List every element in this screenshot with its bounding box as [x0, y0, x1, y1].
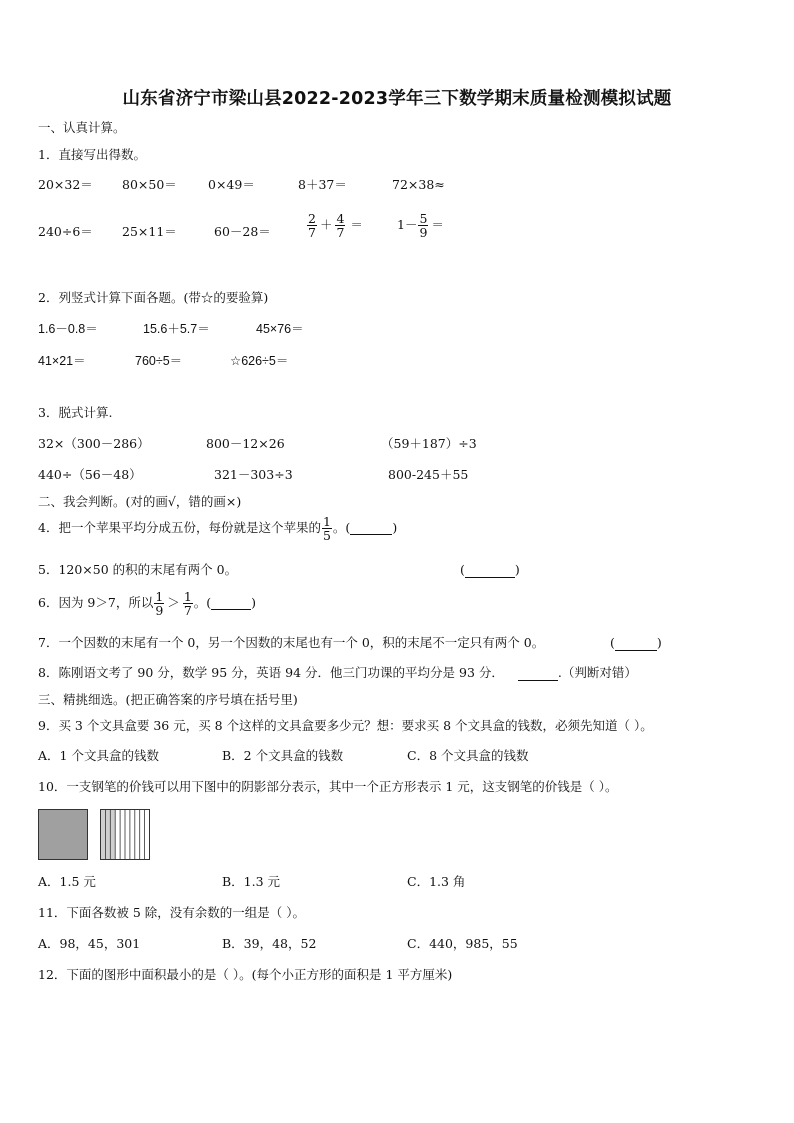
answer-blank[interactable] [518, 667, 558, 681]
fraction: $\frac{1}{9}$ [155, 589, 164, 619]
q1-item: 20×32＝ [38, 177, 93, 192]
q11-option-a[interactable]: A．98，45，301 [38, 936, 141, 951]
question-8: 8．陈刚语文考了 90 分，数学 95 分，英语 94 分．他三门功课的平均分是 93 分． .（判断对错） [38, 665, 637, 680]
question-9: 9．买 3 个文具盒要 36 元，买 8 个这样的文具盒要多少元？想：要求买 8 个文具盒的钱数，必须先知道（ ）。 [38, 718, 653, 733]
q7-answer: ( ) [610, 635, 662, 650]
section-heading-2: 二、我会判断。(对的画√，错的画×) [38, 494, 242, 509]
q1-item: 80×50＝ [122, 177, 177, 192]
question-10: 10．一支钢笔的价钱可以用下图中的阴影部分表示，其中一个正方形表示 1 元，这支钢笔的价钱是（ ）。 [38, 779, 618, 794]
question-2-label: 2．列竖式计算下面各题。(带☆的要验算) [38, 290, 269, 305]
q11-option-b[interactable]: B．39，48，52 [222, 936, 317, 951]
q1-item: 60－28＝ [214, 224, 271, 239]
section-heading-3: 三、精挑细选。(把正确答案的序号填在括号里) [38, 692, 298, 707]
fraction: $\frac{4}{7}$ [336, 211, 345, 241]
tenths-square [101, 810, 150, 860]
q1-fraction-diff: 1－ $\frac{5}{9}$ ＝ [397, 211, 444, 241]
q10-option-a[interactable]: A．1.5 元 [38, 874, 96, 889]
q5-answer: ( ) [460, 562, 520, 577]
answer-blank[interactable] [465, 564, 515, 578]
question-7: 7．一个因数的末尾有一个 0，另一个因数的末尾也有一个 0，积的末尾不一定只有两个 0。 [38, 635, 545, 650]
q2-item: 760÷5＝ [135, 354, 183, 368]
q1-item: 0×49＝ [208, 177, 255, 192]
shaded-tenths [101, 810, 116, 860]
q11-option-c[interactable]: C．440，985，55 [407, 936, 518, 951]
q1-item: 25×11＝ [122, 224, 177, 239]
q10-option-b[interactable]: B．1.3 元 [222, 874, 281, 889]
q3-item: 800－12×26 [206, 436, 285, 451]
fraction: $\frac{1}{5}$ [322, 514, 331, 544]
q2-item: 1.6－0.8＝ [38, 322, 98, 336]
q3-item: 440÷（56－48） [38, 467, 142, 482]
q1-item: 72×38≈ [392, 177, 445, 192]
question-4: 4．把一个苹果平均分成五份，每份就是这个苹果的 $\frac{1}{5}$ 。( ) [38, 514, 398, 544]
answer-blank[interactable] [615, 637, 657, 651]
q1-item: 8＋37＝ [298, 177, 347, 192]
fraction: $\frac{1}{7}$ [183, 589, 192, 619]
section-heading-1: 一、认真计算。 [38, 120, 126, 135]
question-6: 6．因为 9＞7，所以 $\frac{1}{9}$ ＞ $\frac{1}{7}$ 。( ) [38, 589, 257, 619]
page-title: 山东省济宁市梁山县2022-2023学年三下数学期末质量检测模拟试题 [122, 89, 672, 109]
answer-blank[interactable] [350, 522, 392, 536]
q9-option-a[interactable]: A．1 个文具盒的钱数 [38, 748, 159, 763]
fraction: $\frac{2}{7}$ [308, 211, 316, 241]
q2-item: 45×76＝ [256, 322, 304, 336]
q3-item: 321－303÷3 [214, 467, 293, 482]
question-1-label: 1．直接写出得数。 [38, 147, 146, 162]
q1-item: 240÷6＝ [38, 224, 93, 239]
shaded-square-full [39, 810, 88, 860]
q3-item: 800-245＋55 [388, 467, 469, 482]
q3-item: 32×（300－286） [38, 436, 150, 451]
fraction: $\frac{5}{9}$ [419, 211, 428, 241]
q1-fraction-sum: $\frac{2}{7}$ ＋ $\frac{4}{7}$ ＝ [308, 211, 363, 241]
question-3-label: 3．脱式计算. [38, 405, 113, 420]
q9-option-b[interactable]: B．2 个文具盒的钱数 [222, 748, 344, 763]
q10-figure [38, 809, 164, 861]
question-12: 12．下面的图形中面积最小的是（ ）。(每个小正方形的面积是 1 平方厘米) [38, 967, 453, 982]
question-5: 5．120×50 的积的末尾有两个 0。 [38, 562, 238, 577]
q2-item: 41×21＝ [38, 354, 86, 368]
q2-item: ☆626÷5＝ [230, 354, 289, 368]
q3-item: （59＋187）÷3 [381, 436, 477, 451]
q9-option-c[interactable]: C．8 个文具盒的钱数 [407, 748, 529, 763]
question-11: 11．下面各数被 5 除，没有余数的一组是（ ）。 [38, 905, 306, 920]
q2-item: 15.6＋5.7＝ [143, 322, 210, 336]
q10-option-c[interactable]: C．1.3 角 [407, 874, 466, 889]
answer-blank[interactable] [211, 597, 251, 611]
